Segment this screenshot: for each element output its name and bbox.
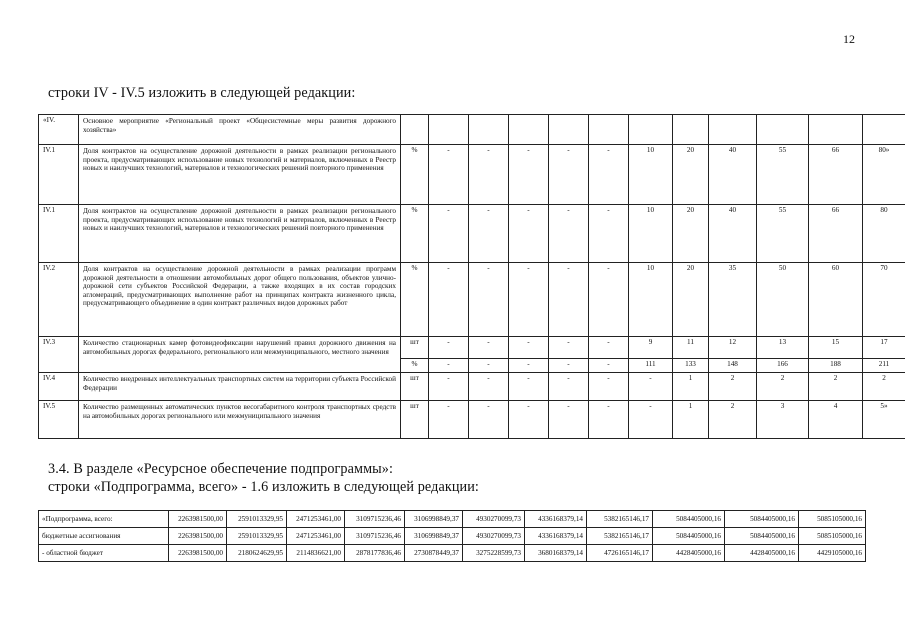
indicator-unit — [401, 115, 429, 145]
indicator-code: IV.1 — [39, 145, 79, 205]
finance-table — [38, 510, 866, 562]
indicator-value: - — [509, 401, 549, 439]
indicator-value: - — [589, 145, 629, 205]
indicator-value: - — [589, 373, 629, 401]
indicator-value: 10 — [629, 263, 673, 337]
indicator-value: - — [429, 401, 469, 439]
indicator-value: - — [509, 263, 549, 337]
indicator-description: Доля контрактов на осуществление дорожной деятельности в рамках реализации регионального проекта, предусматривающих использование новых технологий и материалов, включенных в Реестр новых и наилучших технологий, материалов и технологических решений повторного применения — [79, 205, 401, 263]
indicator-value: - — [549, 263, 589, 337]
indicator-value — [809, 115, 863, 145]
finance-value: 2471253461,00 — [287, 511, 345, 528]
finance-value: 3680168379,14 — [525, 545, 587, 562]
indicator-value: 1 — [673, 373, 709, 401]
indicator-value: - — [469, 359, 509, 373]
finance-value: 2471253461,00 — [287, 528, 345, 545]
finance-value: 5084405000,16 — [725, 511, 799, 528]
indicator-value: - — [469, 401, 509, 439]
indicator-value: 2 — [709, 401, 757, 439]
indicator-value: - — [469, 337, 509, 359]
indicator-value: - — [549, 373, 589, 401]
indicator-value: 188 — [809, 359, 863, 373]
indicator-value: 12 — [709, 337, 757, 359]
finance-value: 2730878449,37 — [405, 545, 463, 562]
finance-value: 5084405000,16 — [653, 528, 725, 545]
indicator-value: 211 — [863, 359, 905, 373]
indicator-value: 148 — [709, 359, 757, 373]
indicators-table — [38, 114, 905, 439]
indicator-row — [39, 205, 905, 263]
finance-value: 5382165146,17 — [587, 511, 653, 528]
indicator-value: - — [509, 145, 549, 205]
indicator-value: - — [509, 359, 549, 373]
indicator-row — [39, 145, 905, 205]
indicator-value: - — [429, 263, 469, 337]
indicator-description: Количество внедренных интеллектуальных транспортных систем на территории субъекта Российской Федерации — [79, 373, 401, 401]
indicator-value: 80» — [863, 145, 905, 205]
finance-value: 3109715236,46 — [345, 528, 405, 545]
indicator-value: 2 — [709, 373, 757, 401]
indicator-value: 2 — [863, 373, 905, 401]
indicator-value — [673, 115, 709, 145]
finance-value: 4336168379,14 — [525, 528, 587, 545]
indicator-value: 66 — [809, 145, 863, 205]
indicator-code: IV.5 — [39, 401, 79, 439]
indicator-value: 3 — [757, 401, 809, 439]
subsection-heading: 3.4. В разделе «Ресурсное обеспечение подпрограммы»: — [48, 461, 394, 477]
finance-label: - областной бюджет — [39, 545, 169, 562]
finance-value: 2263981500,00 — [169, 511, 227, 528]
indicator-value: - — [549, 145, 589, 205]
finance-value: 3275228599,73 — [463, 545, 525, 562]
indicator-value: 11 — [673, 337, 709, 359]
finance-label: бюджетные ассигнования — [39, 528, 169, 545]
indicator-value: - — [549, 205, 589, 263]
page-number: 12 — [843, 32, 855, 46]
indicator-value: 55 — [757, 145, 809, 205]
indicator-unit: шт — [401, 373, 429, 401]
finance-value: 3109715236,46 — [345, 511, 405, 528]
indicator-value: 66 — [809, 205, 863, 263]
indicator-value: - — [509, 373, 549, 401]
finance-value: 3106998849,37 — [405, 528, 463, 545]
finance-value: 2263981500,00 — [169, 545, 227, 562]
finance-value: 5085105000,16 — [799, 528, 866, 545]
indicator-code: IV.2 — [39, 263, 79, 337]
finance-value: 4336168379,14 — [525, 511, 587, 528]
indicator-row — [39, 263, 905, 337]
finance-label: «Подпрограмма, всего: — [39, 511, 169, 528]
indicator-description: Доля контрактов на осуществление дорожной деятельности в рамках реализации регионального проекта, предусматривающих использование новых технологий и материалов, включенных в Реестр новых и наилучших технологий, материалов и технологических решений повторного применения — [79, 145, 401, 205]
indicator-value — [757, 115, 809, 145]
finance-value: 2591013329,95 — [227, 511, 287, 528]
indicator-value: 15 — [809, 337, 863, 359]
indicator-description: Количество размещенных автоматических пунктов весогабаритного контроля транспортных средств на автомобильных дорогах регионального или межмуниципального значения — [79, 401, 401, 439]
indicator-value: 20 — [673, 205, 709, 263]
indicator-value: - — [429, 145, 469, 205]
indicator-value: - — [589, 263, 629, 337]
indicator-value: - — [589, 337, 629, 359]
indicator-unit: % — [401, 145, 429, 205]
finance-value: 5085105000,16 — [799, 511, 866, 528]
finance-value: 3106998849,37 — [405, 511, 463, 528]
indicator-code: «IV. — [39, 115, 79, 145]
indicator-value: - — [549, 359, 589, 373]
indicator-unit: шт — [401, 337, 429, 359]
indicator-value: - — [629, 401, 673, 439]
finance-value: 4429105000,16 — [799, 545, 866, 562]
indicator-value: 20 — [673, 145, 709, 205]
indicator-value: 40 — [709, 145, 757, 205]
indicator-value: 35 — [709, 263, 757, 337]
indicator-description: Доля контрактов на осуществление дорожной деятельности в рамках реализации программ дорожной деятельности в отношении автомобильных дорог общего пользования, объектов улично-дорожной сети субъектов Российской Федерации, а также входящих в их состав городских агломераций, предусматривающих выполнение работ на принципах контракта жизненного цикла, предусматривающего объединение в один контракт различных видов дорожных работ — [79, 263, 401, 337]
indicator-value — [429, 115, 469, 145]
indicator-value: 5» — [863, 401, 905, 439]
indicator-value: 9 — [629, 337, 673, 359]
indicator-value: 4 — [809, 401, 863, 439]
finance-value: 2263981500,00 — [169, 528, 227, 545]
finance-value: 4428405000,16 — [725, 545, 799, 562]
indicator-value: 2 — [809, 373, 863, 401]
indicator-value: - — [469, 205, 509, 263]
finance-value: 4726165146,17 — [587, 545, 653, 562]
finance-value: 4930270099,73 — [463, 511, 525, 528]
finance-value: 4428405000,16 — [653, 545, 725, 562]
indicator-value: 133 — [673, 359, 709, 373]
indicator-value — [863, 115, 905, 145]
indicator-row — [39, 401, 905, 439]
indicator-value: - — [509, 337, 549, 359]
indicator-value: 70 — [863, 263, 905, 337]
finance-row — [39, 545, 866, 562]
indicator-value: 10 — [629, 205, 673, 263]
section-heading: строки IV - IV.5 изложить в следующей редакции: — [48, 85, 356, 101]
indicator-value: - — [429, 205, 469, 263]
finance-row — [39, 528, 866, 545]
indicator-value: 1 — [673, 401, 709, 439]
indicator-value: - — [429, 337, 469, 359]
indicator-value: 80 — [863, 205, 905, 263]
indicator-value — [469, 115, 509, 145]
indicator-code: IV.1 — [39, 205, 79, 263]
indicator-value: - — [469, 373, 509, 401]
finance-value: 4930270099,73 — [463, 528, 525, 545]
finance-value: 2180624629,95 — [227, 545, 287, 562]
indicator-value: 111 — [629, 359, 673, 373]
indicator-value: - — [549, 401, 589, 439]
indicator-row — [39, 337, 905, 359]
indicator-row — [39, 115, 905, 145]
indicator-value: 55 — [757, 205, 809, 263]
indicator-value: - — [589, 205, 629, 263]
finance-value: 2114836621,00 — [287, 545, 345, 562]
indicator-description: Основное мероприятие «Региональный проект «Общесистемные меры развития дорожного хозяйства» — [79, 115, 401, 145]
indicator-value: - — [629, 373, 673, 401]
finance-row — [39, 511, 866, 528]
indicator-value — [589, 115, 629, 145]
indicator-code: IV.3 — [39, 337, 79, 373]
indicator-value: - — [469, 263, 509, 337]
finance-value: 5382165146,17 — [587, 528, 653, 545]
indicator-unit: % — [401, 263, 429, 337]
indicator-value — [709, 115, 757, 145]
finance-value: 2591013329,95 — [227, 528, 287, 545]
finance-value: 5084405000,16 — [653, 511, 725, 528]
indicator-value: 20 — [673, 263, 709, 337]
finance-value: 5084405000,16 — [725, 528, 799, 545]
indicator-value: 17 — [863, 337, 905, 359]
indicator-value: 50 — [757, 263, 809, 337]
indicator-value: - — [429, 373, 469, 401]
indicator-value: 166 — [757, 359, 809, 373]
indicator-value — [549, 115, 589, 145]
indicator-unit: % — [401, 359, 429, 373]
indicator-value — [629, 115, 673, 145]
indicator-value: 60 — [809, 263, 863, 337]
indicator-unit: шт — [401, 401, 429, 439]
indicator-code: IV.4 — [39, 373, 79, 401]
indicator-value: 40 — [709, 205, 757, 263]
indicator-value: - — [589, 401, 629, 439]
finance-value: 2878177836,46 — [345, 545, 405, 562]
indicator-value: 10 — [629, 145, 673, 205]
indicator-value: - — [589, 359, 629, 373]
indicator-value: - — [509, 205, 549, 263]
indicator-unit: % — [401, 205, 429, 263]
indicator-value: - — [549, 337, 589, 359]
subsection-instruction: строки «Подпрограмма, всего» - 1.6 изложить в следующей редакции: — [48, 479, 479, 495]
indicator-description: Количество стационарных камер фотовидеофиксации нарушений правил дорожного движения на автомобильных дорогах федерального, регионального или межмуниципального, местного значения — [79, 337, 401, 373]
indicator-row — [39, 373, 905, 401]
indicator-value: - — [469, 145, 509, 205]
indicator-value — [509, 115, 549, 145]
indicator-value: 13 — [757, 337, 809, 359]
indicator-value: 2 — [757, 373, 809, 401]
indicator-value: - — [429, 359, 469, 373]
